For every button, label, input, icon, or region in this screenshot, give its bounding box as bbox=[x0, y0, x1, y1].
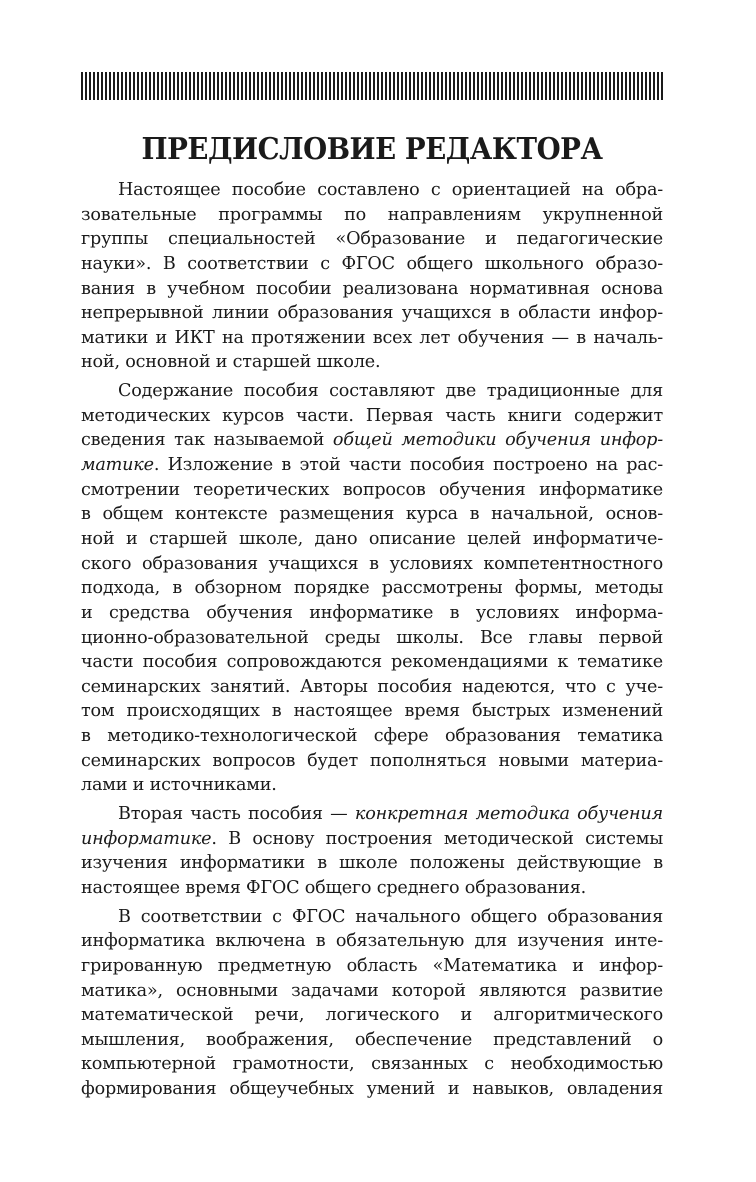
text-line bbox=[81, 699, 663, 724]
text-line bbox=[81, 502, 663, 527]
line-text: смотрении теоретических вопросов обучения информатике bbox=[81, 479, 663, 500]
text-line bbox=[81, 478, 663, 503]
line-text: семинарских вопросов будет пополняться новыми материа- bbox=[81, 750, 663, 771]
header-ornament-bar bbox=[81, 72, 663, 100]
text-line bbox=[81, 851, 663, 876]
text-line bbox=[81, 626, 663, 651]
text-line bbox=[81, 749, 663, 774]
line-text: компьютерной грамотности, связанных с необходимостью bbox=[81, 1054, 663, 1075]
text-line bbox=[81, 527, 663, 552]
line-text: Настоящее пособие составлено с ориентацией на обра- bbox=[118, 180, 663, 200]
text-line bbox=[81, 1077, 663, 1102]
text-line bbox=[81, 601, 663, 626]
text-line bbox=[81, 905, 663, 930]
line-text: ной, основной и старшей школе. bbox=[81, 352, 381, 373]
text-line bbox=[81, 252, 663, 277]
line-text: . Изложение в этой части пособия построено на рас- bbox=[153, 455, 663, 476]
text-line bbox=[81, 827, 663, 852]
text-line bbox=[81, 227, 663, 252]
line-text: подхода, в обзорном порядке рассмотрены формы, методы bbox=[81, 578, 663, 599]
line-text: ной и старшей школе, дано описание целей информатиче- bbox=[81, 528, 663, 549]
line-text: в методико-технологической сфере образования тематика bbox=[81, 726, 663, 747]
line-text: непрерывной линии образования учащихся в области инфор- bbox=[81, 303, 663, 324]
paragraph bbox=[81, 379, 663, 798]
text-line bbox=[81, 428, 663, 453]
line-text: Содержание пособия составляют две традиционные для bbox=[118, 381, 663, 402]
line-text: лами и источниками. bbox=[81, 775, 277, 796]
text-line bbox=[81, 1052, 663, 1077]
text-line bbox=[81, 1028, 663, 1053]
text-line bbox=[81, 301, 663, 326]
line-text: зовательные программы по направлениям укрупненной bbox=[81, 204, 663, 225]
text-line bbox=[81, 954, 663, 979]
text-line bbox=[81, 650, 663, 675]
line-text: методических курсов части. Первая часть книги содержит bbox=[81, 405, 663, 426]
text-line bbox=[81, 773, 663, 798]
line-text: группы специальностей «Образование и педагогические bbox=[81, 229, 663, 250]
text-line bbox=[81, 453, 663, 478]
text-line bbox=[81, 802, 663, 827]
line-text: ционно-образовательной среды школы. Все главы первой bbox=[81, 627, 663, 648]
line-text: матики и ИКТ на протяжении всех лет обучения — в началь- bbox=[81, 327, 663, 348]
text-line bbox=[81, 576, 663, 601]
line-text: ского образования учащихся в условиях компетентностного bbox=[81, 553, 663, 574]
line-text: Вторая часть пособия — bbox=[118, 804, 355, 825]
italic-text: конкретная методика обучения bbox=[354, 804, 663, 825]
text-line bbox=[81, 277, 663, 302]
paragraph bbox=[81, 178, 663, 375]
line-text: в общем контексте размещения курса в начальной, основ- bbox=[81, 504, 663, 525]
line-text: семинарских занятий. Авторы пособия надеются, что с уче- bbox=[81, 676, 663, 697]
line-text: и средства обучения информатике в условиях информа- bbox=[81, 602, 663, 623]
text-line bbox=[81, 203, 663, 228]
line-text: . В основу построения методической системы bbox=[211, 828, 663, 849]
text-line bbox=[81, 178, 663, 203]
line-text: математической речи, логического и алгоритмического bbox=[81, 1005, 663, 1026]
text-line bbox=[81, 929, 663, 954]
text-line bbox=[81, 404, 663, 429]
line-text: сведения так называемой bbox=[81, 430, 333, 451]
line-text: информатика включена в обязательную для изучения инте- bbox=[81, 931, 663, 952]
text-line bbox=[81, 979, 663, 1004]
text-line bbox=[81, 350, 663, 375]
line-text: изучения информатики в школе положены действующие в bbox=[81, 853, 663, 874]
text-line bbox=[81, 1003, 663, 1028]
italic-text: информатике bbox=[81, 828, 212, 849]
line-text: В соответствии с ФГОС начального общего образования bbox=[118, 906, 663, 927]
line-text: том происходящих в настоящее время быстрых изменений bbox=[81, 701, 663, 722]
text-line bbox=[81, 326, 663, 351]
line-text: мышления, воображения, обеспечение представлений о bbox=[81, 1029, 663, 1050]
text-line bbox=[81, 675, 663, 700]
paragraph bbox=[81, 802, 663, 901]
italic-text: матике bbox=[81, 455, 154, 476]
body-text bbox=[81, 178, 663, 1102]
paragraph bbox=[81, 905, 663, 1102]
line-text: настоящее время ФГОС общего среднего образования. bbox=[81, 877, 587, 898]
text-line bbox=[81, 724, 663, 749]
italic-text: общей методики обучения инфор- bbox=[332, 430, 663, 451]
text-line bbox=[81, 876, 663, 901]
line-text: грированную предметную область «Математика и инфор- bbox=[81, 955, 663, 976]
line-text: матика», основными задачами которой являются развитие bbox=[81, 980, 663, 1001]
line-text: формирования общеучебных умений и навыков, овладения bbox=[81, 1079, 663, 1100]
line-text: науки». В соответствии с ФГОС общего школьного образо- bbox=[81, 253, 663, 274]
line-text: вания в учебном пособии реализована нормативная основа bbox=[81, 278, 663, 299]
text-line bbox=[81, 552, 663, 577]
line-text: части пособия сопровождаются рекомендациями к тематике bbox=[81, 652, 663, 673]
page-title: ПРЕДИСЛОВИЕ РЕДАКТОРА bbox=[141, 132, 603, 167]
text-line bbox=[81, 379, 663, 404]
